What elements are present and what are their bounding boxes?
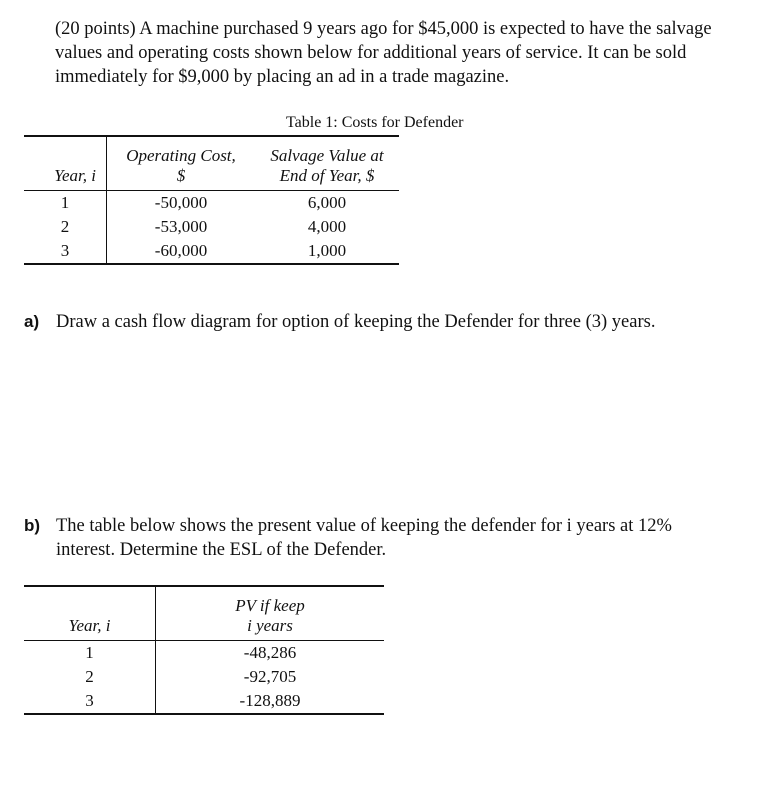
operating-cost-cell: -53,000 — [154, 217, 208, 236]
salvage-value-unit: End of Year, $ — [255, 166, 399, 191]
year-header: Year, i — [24, 616, 156, 641]
question-b — [24, 514, 734, 562]
table-row — [24, 689, 384, 714]
table-header-row — [24, 166, 399, 191]
year-cell: 3 — [24, 239, 107, 264]
year-cell: 2 — [24, 665, 156, 689]
question-a-label: a) — [24, 312, 40, 331]
year-cell: 1 — [24, 641, 156, 666]
table-row — [24, 215, 399, 239]
salvage-value-cell: 6,000 — [307, 193, 347, 212]
year-header: Year, i — [24, 166, 107, 191]
problem-statement: (20 points) A machine purchased 9 years ago for $45,000 is expected to have the salvage values and operating costs shown below for additional years of service. It can be sold immediately for $9,000 by placing an ad in a trade magazine. — [55, 19, 712, 87]
question-b-label: b) — [24, 516, 41, 535]
year-cell: 3 — [24, 689, 156, 714]
year-cell: 1 — [24, 191, 107, 216]
table-header-row — [24, 616, 384, 641]
operating-cost-cell: -60,000 — [154, 241, 208, 260]
salvage-value-cell: 1,000 — [307, 241, 347, 260]
table-row — [24, 191, 399, 216]
table-row — [24, 665, 384, 689]
salvage-value-cell: 4,000 — [307, 217, 347, 236]
operating-cost-cell: -50,000 — [154, 193, 208, 212]
question-a — [24, 310, 734, 334]
table-header-row — [24, 586, 384, 616]
present-value-table — [24, 585, 384, 715]
question-b-text: The table below shows the present value of keeping the defender for i years at 12% interest. Determine the ESL of the Defender. — [56, 516, 672, 560]
pv-header: PV if keep — [235, 596, 305, 615]
pv-header-years: i years — [156, 616, 385, 641]
table-row — [24, 239, 399, 264]
question-a-text: Draw a cash flow diagram for option of keeping the Defender for three (3) years. — [56, 312, 656, 332]
year-header-blank — [24, 136, 107, 166]
table1-caption: Table 1: Costs for Defender — [286, 114, 464, 131]
table-row — [24, 641, 384, 666]
defender-costs-table — [24, 135, 399, 265]
year-cell: 2 — [24, 215, 107, 239]
year-header-blank — [24, 586, 156, 616]
pv-cell: -128,889 — [239, 691, 301, 710]
operating-cost-header: Operating Cost, — [126, 146, 236, 165]
operating-cost-unit: $ — [107, 166, 256, 191]
table-header-row — [24, 136, 399, 166]
pv-cell: -92,705 — [243, 667, 297, 686]
salvage-value-header: Salvage Value at — [270, 146, 384, 165]
pv-cell: -48,286 — [243, 643, 297, 662]
